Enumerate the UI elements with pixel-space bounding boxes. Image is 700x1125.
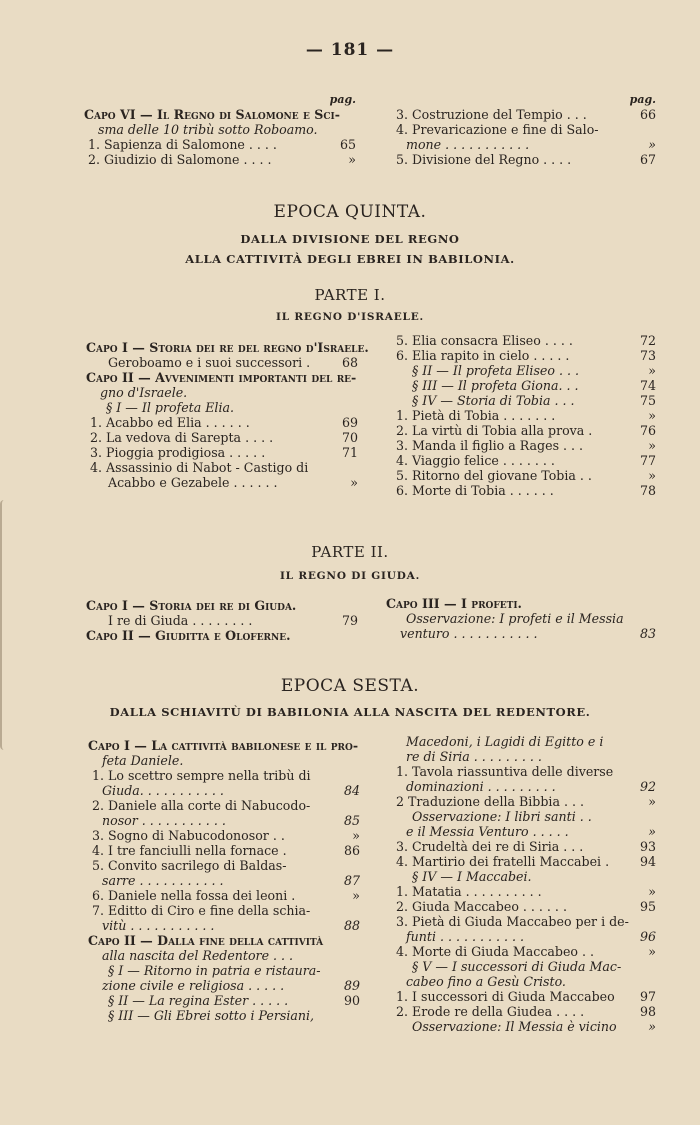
toc-entry-text: 2. La virtù di Tobia alla prova . [396, 423, 593, 438]
toc-entry-text: 4. Morte di Giuda Maccabeo . . [396, 944, 595, 959]
toc-entry [86, 370, 358, 385]
toc-entry-text: Osservazione: Il Messia è vicino [412, 1019, 617, 1034]
toc-entry [86, 415, 358, 430]
toc-entry-text: Macedoni, i Lagidi di Egitto e i [406, 734, 604, 749]
toc-entry-text: cabeo fino a Gesù Cristo. [406, 974, 566, 989]
toc-entry [86, 400, 358, 415]
toc-entry [88, 858, 360, 873]
epoca-quinta-subtitle-2: ALLA CATTIVITÀ DEGLI EBREI IN BABILONIA. [185, 252, 515, 266]
toc-entry-text: 1. Pietà di Tobia . . . . . . . [396, 408, 556, 423]
toc-entry [392, 483, 656, 498]
parte-1-subtitle: IL REGNO D'ISRAELE. [276, 311, 424, 323]
page-ref: 79 [341, 613, 358, 628]
toc-entry [88, 753, 360, 768]
toc-entry-text: § I — Il profeta Elia. [106, 400, 234, 415]
page-ref: » [648, 438, 656, 453]
toc-entry-text: 3. Costruzione del Tempio . . . [396, 107, 587, 122]
page-ref: 83 [639, 626, 656, 641]
toc-entry [386, 596, 656, 611]
toc-entry [392, 408, 656, 423]
parte-1-title: PARTE I. [314, 286, 386, 304]
toc-entry-text: § II — La regina Ester . . . . . [108, 993, 289, 1008]
page-ref: 88 [343, 918, 360, 933]
parte-2-right-column [386, 596, 656, 641]
toc-entry-text: 5. Ritorno del giovane Tobia . . [396, 468, 592, 483]
toc-entry [392, 363, 656, 378]
toc-entry [392, 989, 656, 1004]
page-ref: 70 [341, 430, 358, 445]
page-ref: 84 [343, 783, 360, 798]
toc-entry-text: Geroboamo e i suoi successori . [108, 355, 311, 370]
toc-entry-text: 2. Erode re della Giudea . . . . [396, 1004, 585, 1019]
toc-entry-text: 1. Lo scettro sempre nella tribù di [92, 768, 311, 783]
toc-entry-text: § I — Ritorno in patria e ristaura- [108, 963, 321, 978]
toc-entry [88, 843, 360, 858]
toc-entry [86, 340, 369, 355]
page-ref: 74 [639, 378, 656, 393]
toc-entry [386, 611, 656, 626]
toc-entry-text: venturo . . . . . . . . . . . [400, 626, 538, 641]
epoca-sesta-left-column [88, 738, 360, 1023]
page-ref: 90 [343, 993, 360, 1008]
toc-entry [392, 734, 656, 749]
toc-entry [84, 107, 356, 122]
toc-entry [88, 783, 360, 798]
toc-entry-text: dominazioni . . . . . . . . . [406, 779, 556, 794]
page-ref: 71 [341, 445, 358, 460]
toc-entry [392, 378, 656, 393]
toc-entry-text: re di Siria . . . . . . . . . [406, 749, 542, 764]
toc-entry-text: alla nascita del Redentore . . . [102, 948, 294, 963]
page-ref: » [648, 824, 656, 839]
toc-entry-text: 5. Divisione del Regno . . . . [396, 152, 572, 167]
page-ref: 93 [639, 839, 656, 854]
parte-2-subtitle: IL REGNO DI GIUDA. [279, 570, 421, 582]
toc-entry [392, 107, 656, 122]
toc-entry-text: 6. Daniele nella fossa dei leoni . [92, 888, 296, 903]
page-ref: 67 [639, 152, 656, 167]
toc-entry-text: 4. Martirio dei fratelli Maccabei . [396, 854, 610, 869]
toc-entry [392, 1019, 656, 1034]
toc-entry [88, 933, 360, 948]
toc-entry-text: zione civile e religiosa . . . . . [102, 978, 285, 993]
pag-label: pag. [329, 93, 356, 106]
page-ref: 73 [639, 348, 656, 363]
page-ref: 65 [339, 137, 356, 152]
toc-entry [88, 963, 360, 978]
page-ref: » [648, 468, 656, 483]
toc-entry-text: 3. Manda il figlio a Rages . . . [396, 438, 584, 453]
toc-entry [86, 385, 358, 400]
top-left-column [84, 92, 356, 167]
toc-entry [392, 152, 656, 167]
toc-entry [88, 828, 360, 843]
toc-entry-text: 1. Acabbo ed Elia . . . . . . [90, 415, 250, 430]
toc-entry [392, 899, 656, 914]
page-ref: 94 [639, 854, 656, 869]
toc-entry [392, 959, 656, 974]
toc-entry [86, 613, 358, 628]
page-ref: 89 [343, 978, 360, 993]
toc-entry [392, 944, 656, 959]
toc-entry [88, 738, 360, 753]
toc-entry-text: Osservazione: I libri santi . . [412, 809, 592, 824]
toc-entry-text: I re di Giuda . . . . . . . . [108, 613, 253, 628]
toc-entry-text: Capo II — Dalla fine della cattività [88, 933, 324, 948]
toc-entry-text: Capo II — Avvenimenti importanti del re- [86, 370, 357, 385]
page-ref: 87 [343, 873, 360, 888]
page-ref: 97 [639, 989, 656, 1004]
page-ref: » [648, 884, 656, 899]
toc-entry [88, 798, 360, 813]
top-right-column [392, 92, 656, 167]
toc-entry [86, 355, 358, 370]
toc-entry-text: 5. Convito sacrilego di Baldas- [92, 858, 287, 873]
toc-entry-text: 2. Daniele alla corte di Nabucodo- [92, 798, 311, 813]
toc-entry-text: § V — I successori di Giuda Mac- [412, 959, 622, 974]
toc-entry [392, 453, 656, 468]
page-ref: » [648, 1019, 656, 1034]
toc-entry-text: Osservazione: I profeti e il Messia [406, 611, 624, 626]
toc-entry-text: funti . . . . . . . . . . . [406, 929, 525, 944]
toc-entry-text: 2. Giudizio di Salomone . . . . [88, 152, 272, 167]
toc-entry-text: 4. I tre fanciulli nella fornace . [92, 843, 287, 858]
toc-entry [392, 839, 656, 854]
toc-entry [392, 333, 656, 348]
page-ref: » [348, 152, 356, 167]
parte-1-left-column [86, 340, 369, 490]
page-ref: 95 [639, 899, 656, 914]
toc-entry [88, 813, 360, 828]
page-ref: » [648, 944, 656, 959]
toc-entry-text: sma delle 10 tribù sotto Roboamo. [98, 122, 318, 137]
toc-entry [86, 460, 358, 475]
toc-entry [86, 475, 358, 490]
parte-1-right-column [392, 333, 656, 498]
toc-entry-text: mone . . . . . . . . . . . [406, 137, 530, 152]
toc-entry-text: 2. La vedova di Sarepta . . . . [90, 430, 274, 445]
toc-entry-text: nosor . . . . . . . . . . . [102, 813, 226, 828]
toc-entry [392, 122, 656, 137]
page-ref: 72 [639, 333, 656, 348]
page-number: — 181 — [305, 40, 395, 60]
page-ref: 77 [639, 453, 656, 468]
page-ref: 92 [639, 779, 656, 794]
toc-entry [86, 445, 358, 460]
toc-entry [84, 137, 356, 152]
toc-entry-text: 4. Viaggio felice . . . . . . . [396, 453, 555, 468]
toc-entry-text: 1. Sapienza di Salomone . . . . [88, 137, 277, 152]
page-ref: 98 [639, 1004, 656, 1019]
toc-entry [392, 884, 656, 899]
toc-entry [392, 869, 656, 884]
page-ref: » [352, 828, 360, 843]
toc-entry [88, 978, 360, 993]
toc-entry-text: 4. Prevaricazione e fine di Salo- [396, 122, 599, 137]
toc-entry [392, 929, 656, 944]
page-ref: 75 [639, 393, 656, 408]
epoca-sesta-subtitle: DALLA SCHIAVITÙ DI BABILONIA ALLA NASCITA DEL REDENTORE. [109, 705, 591, 719]
toc-entry-text: gno d'Israele. [100, 385, 188, 400]
toc-entry-text: 5. Elia consacra Eliseo . . . . [396, 333, 573, 348]
toc-entry [86, 628, 358, 643]
toc-entry-text: § IV — I Maccabei. [412, 869, 532, 884]
toc-entry-text: feta Daniele. [102, 753, 184, 768]
epoca-quinta-title: EPOCA QUINTA. [273, 202, 427, 222]
epoca-sesta-title: EPOCA SESTA. [280, 676, 420, 696]
toc-entry [392, 393, 656, 408]
toc-entry-text: Capo II — Giuditta e Oloferne. [86, 628, 291, 643]
pag-label: pag. [629, 93, 656, 106]
page-ref: » [648, 363, 656, 378]
page-ref: » [648, 794, 656, 809]
toc-entry-text: 2 Traduzione della Bibbia . . . [396, 794, 584, 809]
toc-entry-text: 6. Morte di Tobia . . . . . . [396, 483, 554, 498]
page-ref: » [648, 137, 656, 152]
toc-entry [88, 768, 360, 783]
toc-entry [88, 903, 360, 918]
toc-entry [392, 854, 656, 869]
toc-entry [88, 1008, 360, 1023]
toc-entry-text: 1. Matatia . . . . . . . . . . [396, 884, 542, 899]
page-ref: 96 [639, 929, 656, 944]
page-ref: 76 [639, 423, 656, 438]
toc-entry-text: 4. Assassinio di Nabot - Castigo di [90, 460, 309, 475]
toc-entry [392, 423, 656, 438]
toc-entry [88, 993, 360, 1008]
toc-entry [392, 824, 656, 839]
toc-entry-text: Capo VI — Il Regno di Salomone e Sci- [84, 107, 340, 122]
toc-entry [86, 598, 358, 613]
toc-entry-text: Acabbo e Gezabele . . . . . . [108, 475, 278, 490]
page-ref: 68 [341, 355, 358, 370]
toc-entry [88, 918, 360, 933]
toc-entry [386, 626, 656, 641]
toc-entry-text: § III — Gli Ebrei sotto i Persiani, [108, 1008, 315, 1023]
page-ref: 66 [639, 107, 656, 122]
page-ref: 86 [343, 843, 360, 858]
toc-entry-text: 2. Giuda Maccabeo . . . . . . [396, 899, 567, 914]
toc-entry-text: vitù . . . . . . . . . . . [102, 918, 215, 933]
parte-2-left-column [86, 598, 358, 643]
toc-entry [392, 468, 656, 483]
page-ref: » [352, 888, 360, 903]
toc-entry [86, 430, 358, 445]
toc-entry [84, 152, 356, 167]
toc-entry [88, 948, 360, 963]
toc-entry-text: 1. I successori di Giuda Maccabeo [396, 989, 615, 1004]
toc-entry-text: 1. Tavola riassuntiva delle diverse [396, 764, 614, 779]
toc-entry [392, 764, 656, 779]
toc-entry-text: 3. Crudeltà dei re di Siria . . . [396, 839, 584, 854]
toc-entry [84, 122, 356, 137]
toc-entry-text: 7. Editto di Ciro e fine della schia- [92, 903, 311, 918]
toc-entry [392, 438, 656, 453]
toc-entry [392, 749, 656, 764]
page-ref: 78 [639, 483, 656, 498]
toc-entry-text: 6. Elia rapito in cielo . . . . . [396, 348, 570, 363]
toc-entry-text: § II — Il profeta Eliseo . . . [412, 363, 579, 378]
toc-entry-text: e il Messia Venturo . . . . . [406, 824, 569, 839]
toc-entry [392, 974, 656, 989]
toc-entry-text: Capo I — Storia dei re del regno d'Israele. [86, 340, 369, 355]
toc-entry-text: Capo I — La cattività babilonese e il pro- [88, 738, 359, 753]
page-ref: 85 [343, 813, 360, 828]
toc-entry [88, 888, 360, 903]
toc-entry-text: Capo III — I profeti. [386, 596, 522, 611]
page-ref: 69 [341, 415, 358, 430]
toc-entry-text: § III — Il profeta Giona. . . [412, 378, 579, 393]
toc-entry-text: 3. Pioggia prodigiosa . . . . . [90, 445, 266, 460]
epoca-sesta-right-column [392, 734, 656, 1034]
toc-entry-text: Capo I — Storia dei re di Giuda. [86, 598, 297, 613]
toc-entry [392, 794, 656, 809]
toc-entry [392, 137, 656, 152]
toc-entry [392, 809, 656, 824]
page-ref: » [350, 475, 358, 490]
toc-entry-text: sarre . . . . . . . . . . . [102, 873, 224, 888]
toc-entry-text: 3. Pietà di Giuda Maccabeo per i de- [396, 914, 629, 929]
epoca-quinta-subtitle-1: DALLA DIVISIONE DEL REGNO [240, 232, 460, 246]
toc-entry [88, 873, 360, 888]
toc-entry-text: Giuda. . . . . . . . . . . [102, 783, 224, 798]
toc-entry [392, 348, 656, 363]
toc-entry-text: § IV — Storia di Tobia . . . [412, 393, 575, 408]
toc-entry [392, 779, 656, 794]
parte-2-title: PARTE II. [311, 543, 389, 561]
toc-entry [392, 1004, 656, 1019]
toc-entry [392, 914, 656, 929]
toc-entry-text: 3. Sogno di Nabucodonosor . . [92, 828, 285, 843]
page-ref: » [648, 408, 656, 423]
